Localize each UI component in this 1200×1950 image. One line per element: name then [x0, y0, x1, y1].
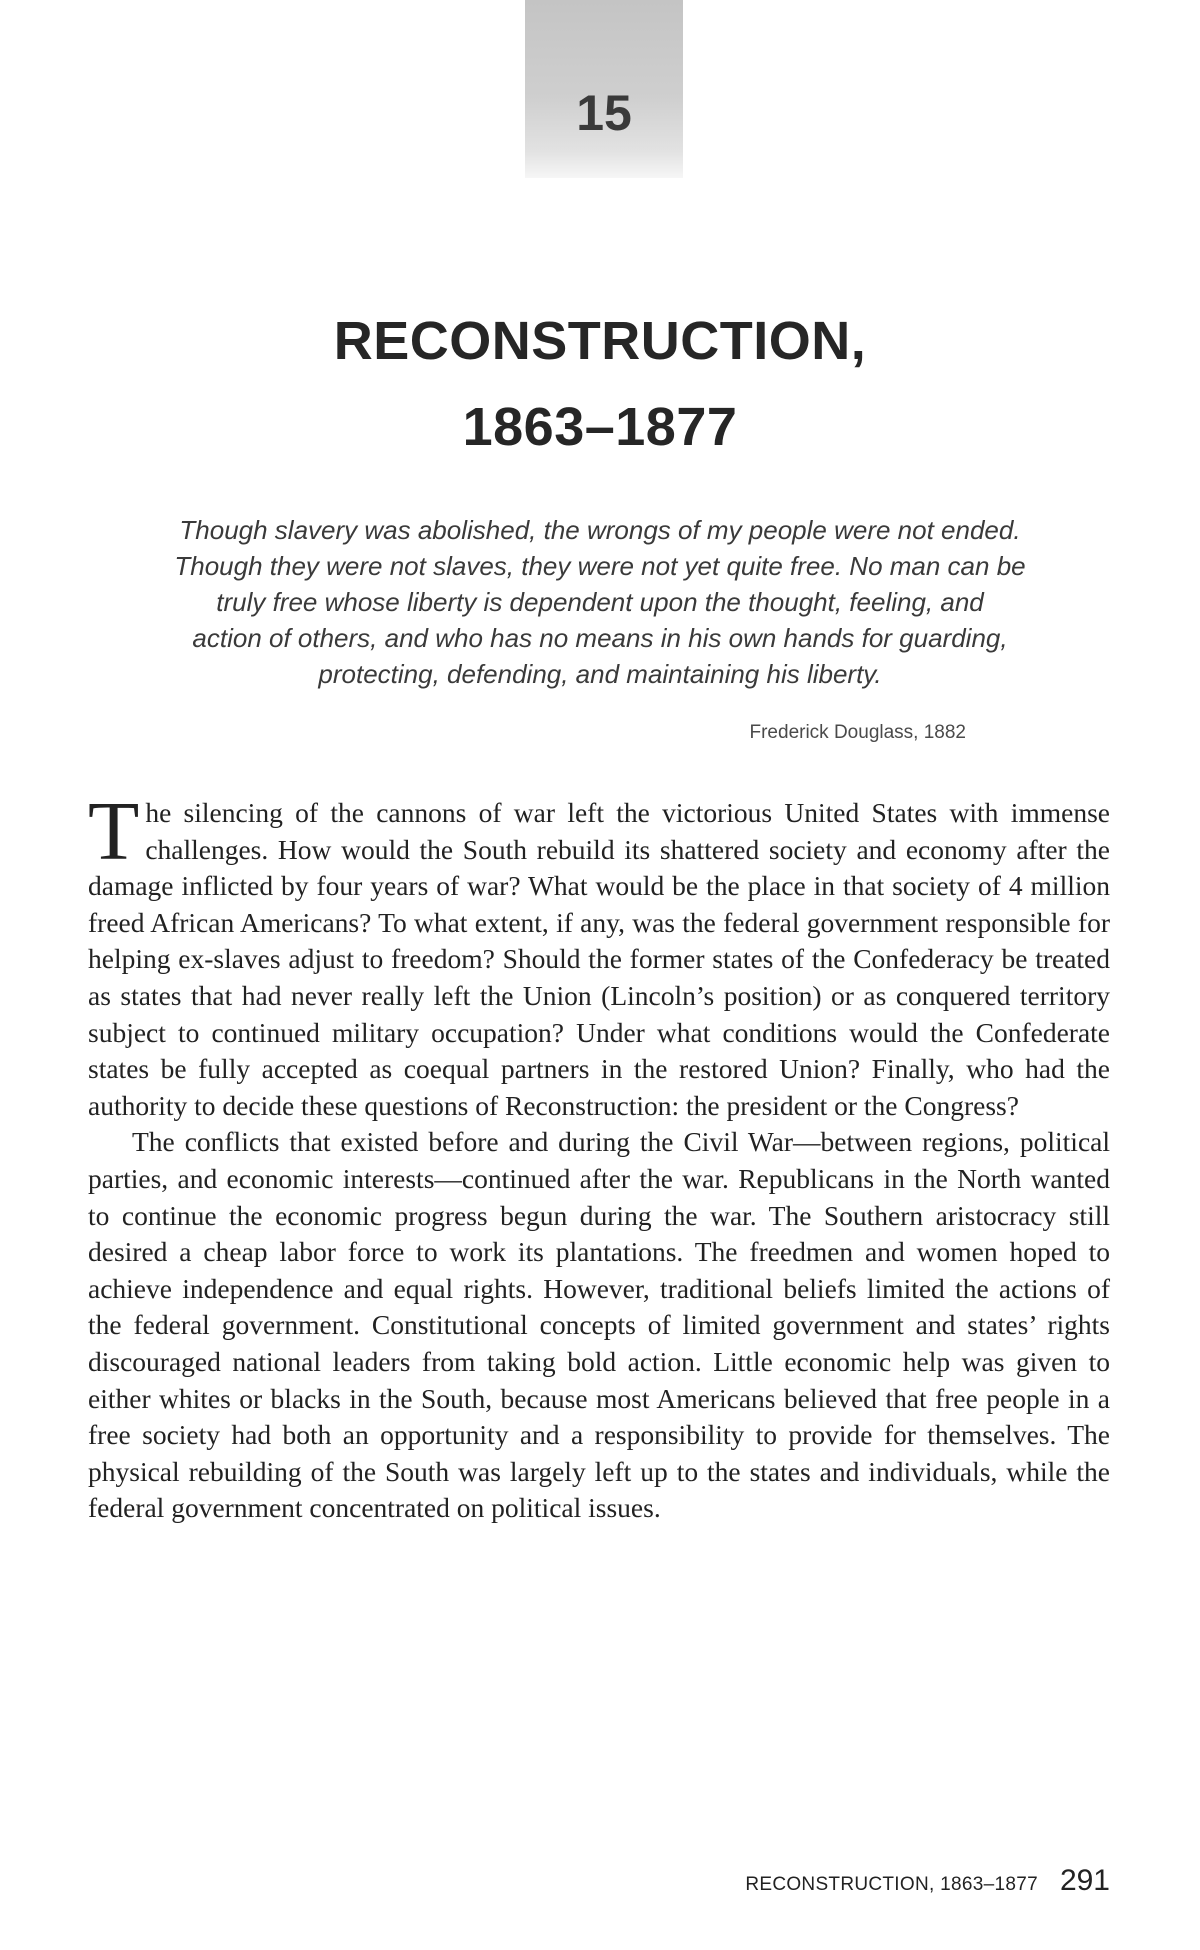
page-number: 291 [1059, 1864, 1110, 1897]
chapter-title-line-2: 1863–1877 [462, 397, 738, 457]
drop-cap: T [88, 785, 140, 878]
running-head: RECONSTRUCTION, 1863–1877 [745, 1874, 1038, 1895]
body-text [88, 785, 1110, 1527]
body-paragraph-1 [88, 785, 1110, 1124]
chapter-title-line-1: RECONSTRUCTION, [333, 311, 867, 371]
paragraph-1-text: he silencing of the cannons of war left the victorious United States with immense challenges. How would the South rebuild its shattered society and economy after the damage inflicted by four years of war? What would be the place in that society of 4 million freed African Americans? To what extent, if any, was the federal government responsible for helping ex-slaves adjust to freedom? Should the former states of the Confederacy be treated as states that had never really left the Union (Lincoln’s position) or as conquered territory subject to continued military occupation? Under what conditions would the Confederate states be fully accepted as coequal partners in the restored Union? Finally, who had the authority to decide these questions of Reconstruction: the president or the Congress? [88, 797, 1110, 1121]
epigraph-quote [110, 512, 1090, 692]
epigraph-line: protecting, defending, and maintaining his liberty. [318, 659, 882, 689]
epigraph-line: Though they were not slaves, they were not yet quite free. No man can be [174, 551, 1026, 581]
chapter-title [0, 298, 1200, 470]
epigraph-line: action of others, and who has no means in his own hands for guarding, [192, 623, 1008, 653]
epigraph-line: Though slavery was abolished, the wrongs of my people were not ended. [179, 515, 1021, 545]
body-paragraph-2: The conflicts that existed before and during the Civil War—between regions, political parties, and economic interests—continued after the war. Republicans in the North wanted to continue the economic progress begun during the war. The Southern aristocracy still desired a cheap labor force to work its plantations. The freedmen and women hoped to achieve independence and equal rights. However, traditional beliefs limited the actions of the federal government. Constitutional concepts of limited government and states’ rights discouraged national leaders from taking bold action. Little economic help was given to either whites or blacks in the South, because most Americans believed that free people in a free society had both an opportunity and a responsibility to provide for themselves. The physical rebuilding of the South was largely left up to the states and individuals, while the federal government concentrated on political issues. [88, 1126, 1110, 1524]
page-footer [600, 1864, 1110, 1898]
epigraph-line: truly free whose liberty is dependent upon the thought, feeling, and [216, 587, 984, 617]
epigraph-attribution: Frederick Douglass, 1882 [749, 722, 966, 743]
chapter-number: 15 [576, 85, 632, 141]
